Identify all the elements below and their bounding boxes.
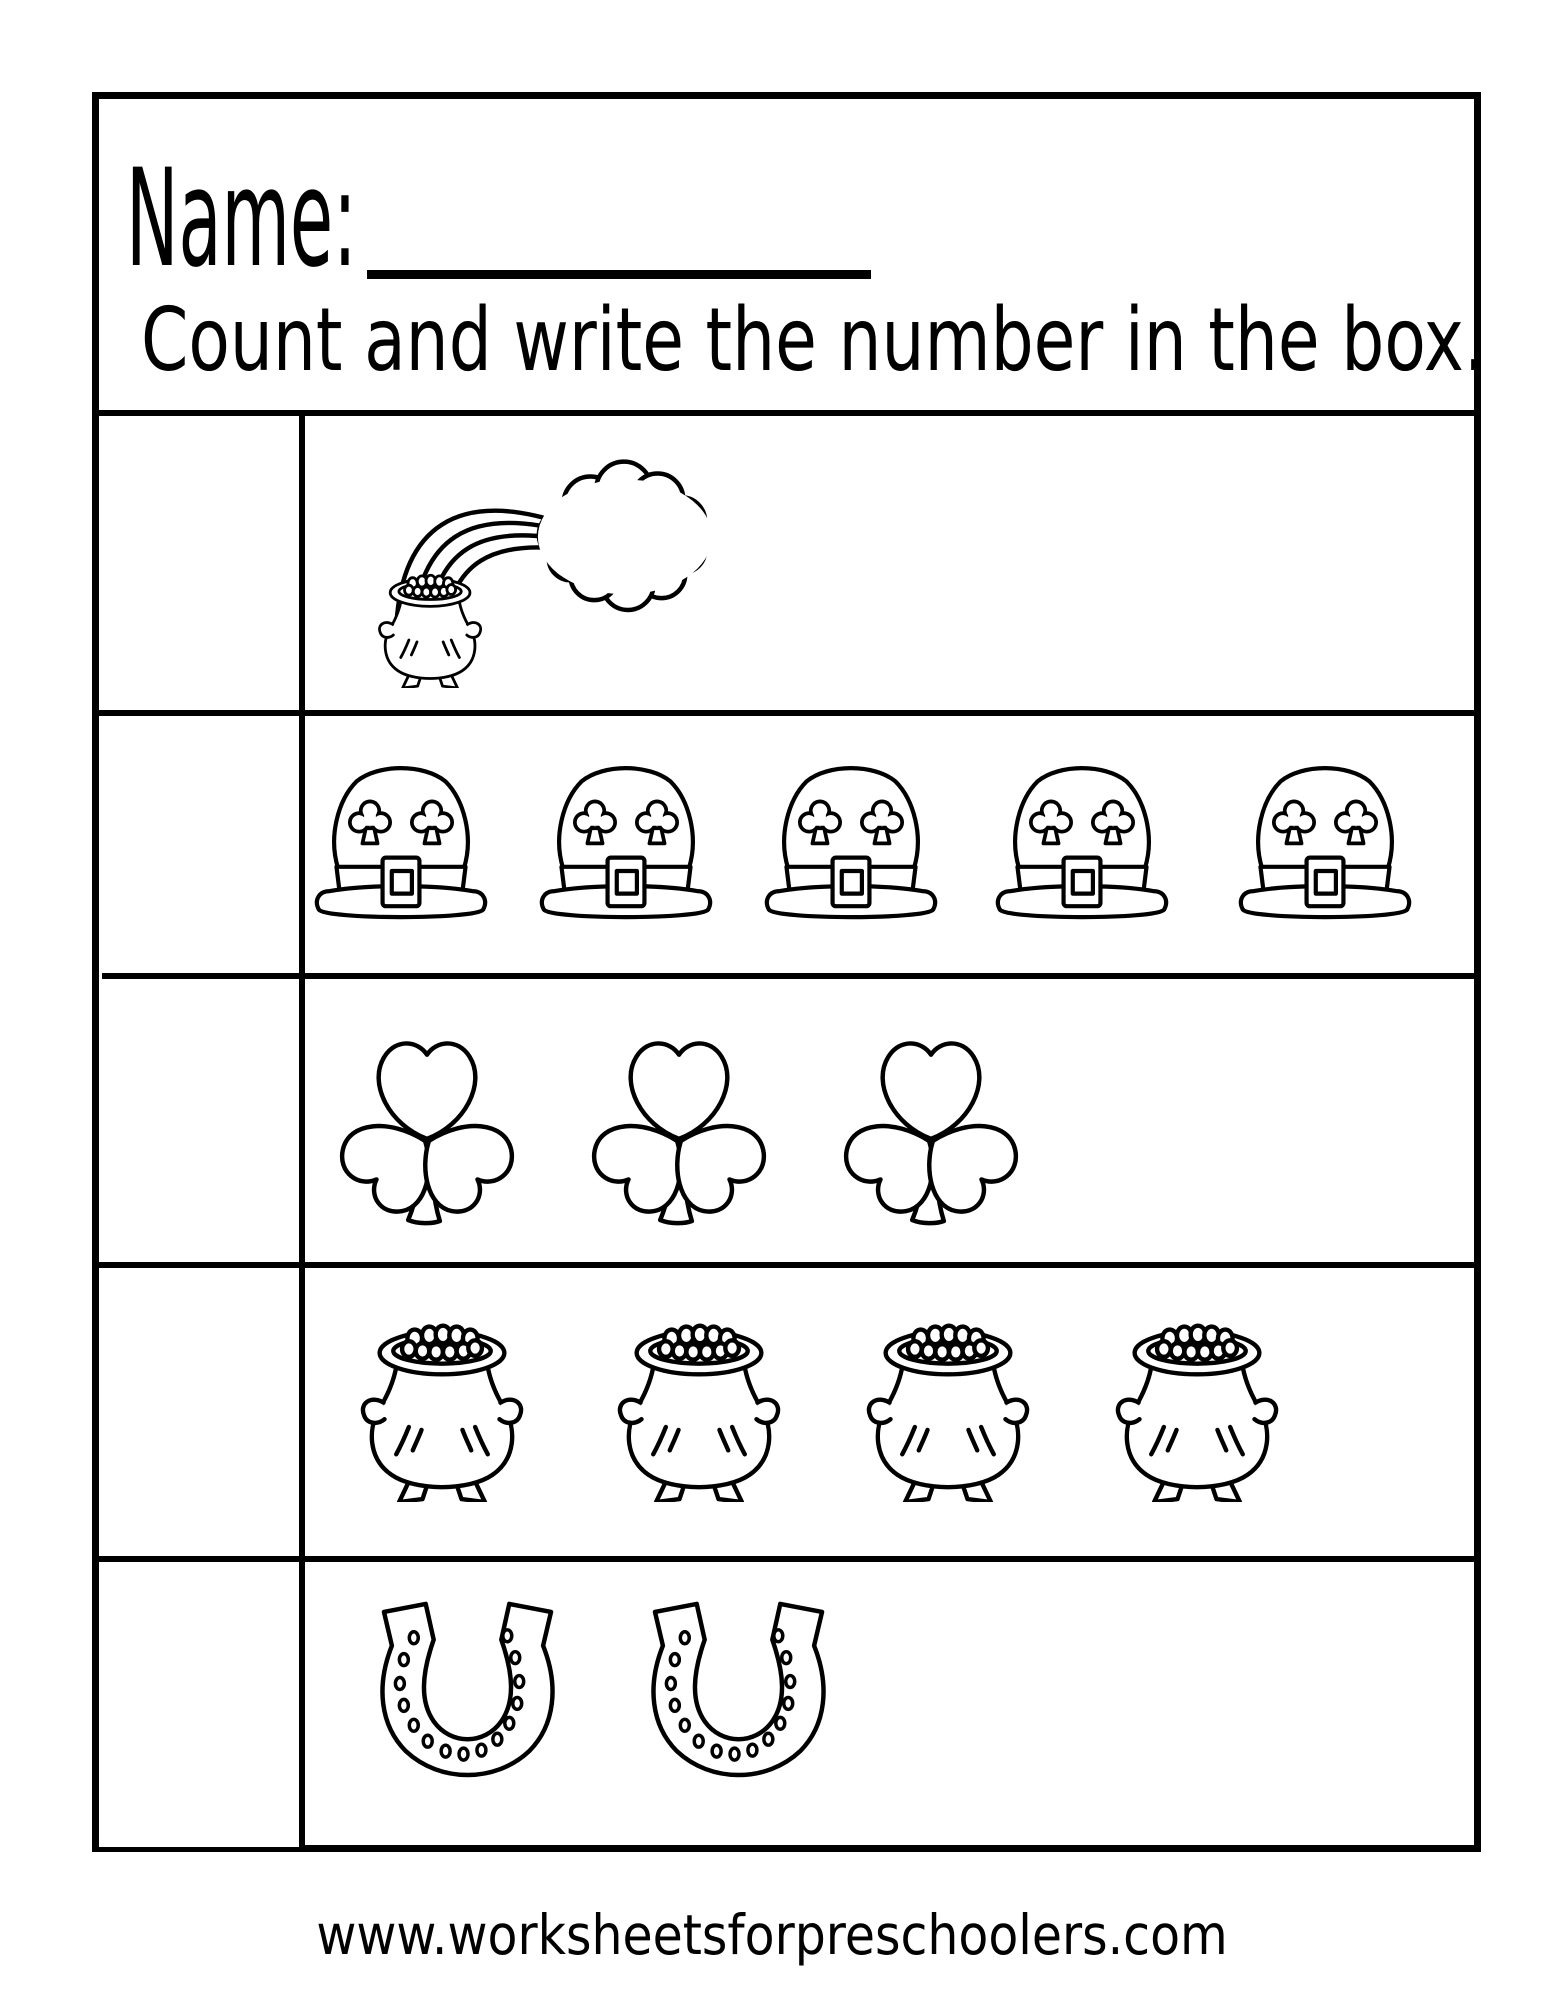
horseshoe-icon [355, 1594, 580, 1778]
leprechaun-hat-icon [538, 756, 714, 924]
leprechaun-hat-icon [313, 756, 489, 924]
name-write-line[interactable] [367, 270, 871, 279]
row-pictures-1 [305, 416, 1474, 710]
website-url: www.worksheetsforpreschoolers.com [316, 1903, 1229, 1967]
footer [0, 1903, 1545, 1967]
shamrock-icon [832, 1020, 1030, 1228]
pot-of-gold-icon [601, 1312, 797, 1502]
name-row [126, 140, 570, 297]
shamrock-icon [580, 1020, 778, 1228]
answer-box-row-1[interactable] [99, 417, 299, 709]
leprechaun-hat-icon [763, 756, 939, 924]
instruction-row [141, 289, 1545, 391]
answer-box-row-3[interactable] [99, 980, 299, 1261]
answer-box-row-4[interactable] [99, 1269, 299, 1555]
row-pictures-3 [305, 979, 1474, 1262]
pot-of-gold-icon [1099, 1312, 1295, 1502]
row-pictures-4 [305, 1268, 1474, 1556]
horseshoe-icon [626, 1594, 851, 1778]
answer-box-row-5[interactable] [99, 1563, 299, 1847]
pot-of-gold-icon [850, 1312, 1046, 1502]
pot-of-gold-icon [344, 1312, 540, 1502]
row-pictures-2 [305, 716, 1474, 973]
row-pictures-5 [305, 1562, 1474, 1848]
answer-box-row-2[interactable] [99, 717, 299, 972]
leprechaun-hat-icon [1237, 756, 1413, 924]
name-label: Name: [126, 140, 357, 297]
leprechaun-hat-icon [994, 756, 1170, 924]
instruction-text: Count and write the number in the box. [141, 289, 1486, 391]
shamrock-icon [328, 1020, 526, 1228]
pot-of-gold-rainbow-icon [333, 430, 723, 702]
